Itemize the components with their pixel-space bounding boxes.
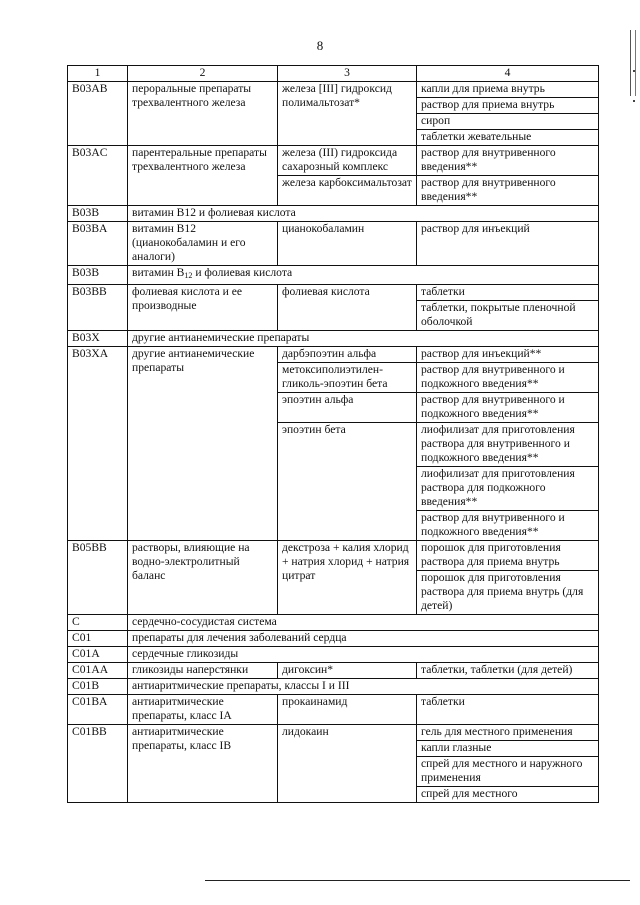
group-name: [128, 266, 599, 285]
dosage-form: таблетки: [417, 695, 599, 725]
atc-code: B05BB: [68, 541, 128, 615]
drug-list-table: [67, 65, 599, 803]
group-name: сердечные гликозиды: [128, 647, 599, 663]
table-row: [68, 222, 599, 266]
atc-code: C01A: [68, 647, 128, 663]
group-name: сердечно-сосудистая система: [128, 615, 599, 631]
group-name: антиаритмические препараты, класс IA: [128, 695, 278, 725]
dosage-form: раствор для внутривенного введения**: [417, 176, 599, 206]
drug-name: лидокаин: [278, 725, 417, 803]
group-name: фолиевая кислота и ее производные: [128, 285, 278, 331]
drug-name: эпоэтин бета: [278, 423, 417, 541]
group-name-suffix: и фолиевая кислота: [192, 266, 293, 279]
page-edge-dot: [633, 100, 635, 102]
dosage-form: лиофилизат для приготовления раствора для внутривенного и подкожного введения**: [417, 423, 599, 467]
drug-name: железа [III] гидроксид полимальтозат*: [278, 82, 417, 146]
group-name: пероральные препараты трехвалентного железа: [128, 82, 278, 146]
table-row: [68, 146, 599, 176]
group-name: растворы, влияющие на водно-электролитный баланс: [128, 541, 278, 615]
dosage-form: раствор для внутривенного введения**: [417, 146, 599, 176]
dosage-form: капли для приема внутрь: [417, 82, 599, 98]
atc-code: B03AB: [68, 82, 128, 146]
table-row: [68, 206, 599, 222]
drug-name: метоксиполиэтилен-гликоль-эпоэтин бета: [278, 363, 417, 393]
page-edge-dot: [633, 70, 635, 72]
group-name: витамин B12 и фолиевая кислота: [128, 206, 599, 222]
column-header-2: 2: [128, 66, 278, 82]
drug-name: декстроза + калия хлорид + натрия хлорид + натрия цитрат: [278, 541, 417, 615]
atc-code: B03B: [68, 206, 128, 222]
table-row: [68, 695, 599, 725]
table-row: [68, 679, 599, 695]
table-row: [68, 541, 599, 571]
table-row: [68, 725, 599, 741]
group-name: антиаритмические препараты, класс IB: [128, 725, 278, 803]
atc-code: B03AC: [68, 146, 128, 206]
drug-name: фолиевая кислота: [278, 285, 417, 331]
table-row: [68, 663, 599, 679]
dosage-form: раствор для внутривенного и подкожного введения**: [417, 363, 599, 393]
atc-code: B03XA: [68, 347, 128, 541]
table-row: [68, 331, 599, 347]
dosage-form: раствор для внутривенного и подкожного введения**: [417, 393, 599, 423]
table-row: [68, 615, 599, 631]
atc-code: B03X: [68, 331, 128, 347]
group-name: другие антианемические препараты: [128, 331, 599, 347]
atc-code: C01BB: [68, 725, 128, 803]
column-header-1: 1: [68, 66, 128, 82]
table-row: [68, 631, 599, 647]
drug-name: цианокобаламин: [278, 222, 417, 266]
page-bottom-rule: [205, 880, 630, 881]
table-row: [68, 266, 599, 285]
page-edge-mark: [630, 30, 636, 96]
dosage-form: таблетки: [417, 285, 599, 301]
drug-name: железа карбоксимальтозат: [278, 176, 417, 206]
drug-name: дигоксин*: [278, 663, 417, 679]
page-number: 8: [316, 38, 324, 53]
drug-name: эпоэтин альфа: [278, 393, 417, 423]
atc-code: C01B: [68, 679, 128, 695]
atc-code: C01BA: [68, 695, 128, 725]
atc-code: B03BA: [68, 222, 128, 266]
atc-code: C: [68, 615, 128, 631]
group-name: другие антианемические препараты: [128, 347, 278, 541]
atc-code: B03BB: [68, 285, 128, 331]
vitamin-subscript: 12: [184, 271, 193, 280]
dosage-form: порошок для приготовления раствора для приема внутрь (для детей): [417, 571, 599, 615]
dosage-form: раствор для инъекций**: [417, 347, 599, 363]
table-row: [68, 285, 599, 301]
dosage-form: таблетки, таблетки (для детей): [417, 663, 599, 679]
drug-name: дарбэпоэтин альфа: [278, 347, 417, 363]
table-row: [68, 347, 599, 363]
column-header-3: 3: [278, 66, 417, 82]
table-row: [68, 82, 599, 98]
atc-code: C01: [68, 631, 128, 647]
column-header-4: 4: [417, 66, 599, 82]
dosage-form: гель для местного применения: [417, 725, 599, 741]
group-name: витамин B12 (цианокобаламин и его аналоги): [128, 222, 278, 266]
group-name: гликозиды наперстянки: [128, 663, 278, 679]
dosage-form: таблетки, покрытые пленочной оболочкой: [417, 301, 599, 331]
drug-name: железа (III) гидроксида сахарозный комплекс: [278, 146, 417, 176]
dosage-form: раствор для инъекций: [417, 222, 599, 266]
drug-name: прокаинамид: [278, 695, 417, 725]
dosage-form: спрей для местного и наружного применения: [417, 757, 599, 787]
dosage-form: раствор для внутривенного и подкожного введения**: [417, 511, 599, 541]
group-name: антиаритмические препараты, классы I и III: [128, 679, 599, 695]
dosage-form: сироп: [417, 114, 599, 130]
dosage-form: спрей для местного: [417, 787, 599, 803]
dosage-form: таблетки жевательные: [417, 130, 599, 146]
atc-code: C01AA: [68, 663, 128, 679]
group-name: парентеральные препараты трехвалентного железа: [128, 146, 278, 206]
dosage-form: порошок для приготовления раствора для приема внутрь: [417, 541, 599, 571]
dosage-form: капли глазные: [417, 741, 599, 757]
dosage-form: лиофилизат для приготовления раствора для подкожного введения**: [417, 467, 599, 511]
group-name: препараты для лечения заболеваний сердца: [128, 631, 599, 647]
table-header-row: [68, 66, 599, 82]
dosage-form: раствор для приема внутрь: [417, 98, 599, 114]
table-row: [68, 647, 599, 663]
group-name-prefix: витамин B: [132, 266, 185, 279]
atc-code: B03B: [68, 266, 128, 285]
